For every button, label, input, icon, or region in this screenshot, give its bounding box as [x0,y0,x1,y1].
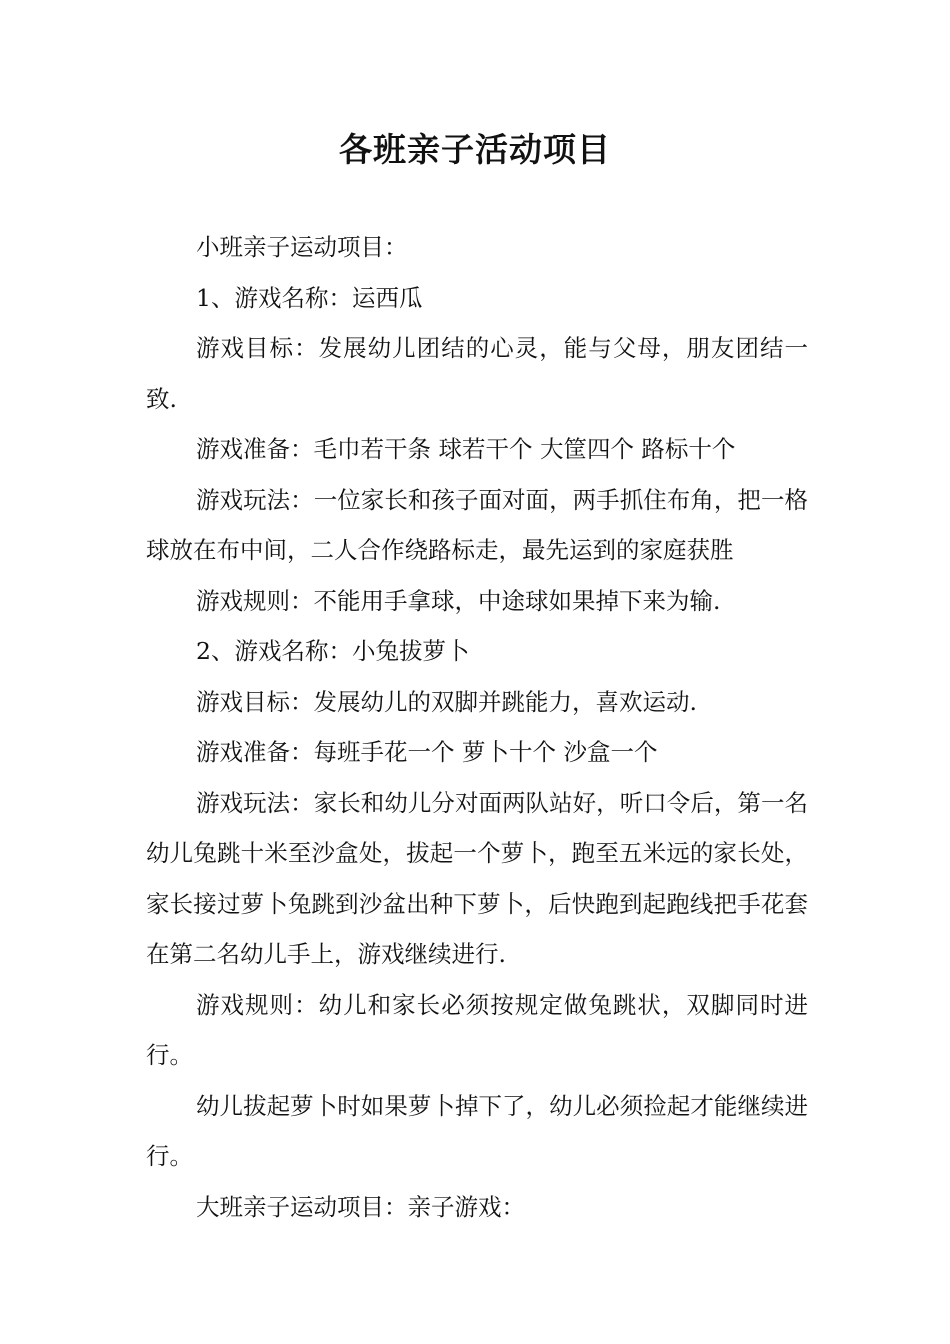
paragraph-game-name: 1、游戏名称：运西瓜 [196,283,423,312]
paragraph-section-heading: 大班亲子运动项目：亲子游戏： [196,1192,525,1221]
paragraph-section-heading: 小班亲子运动项目： [196,233,408,261]
paragraph-game-rules: 游戏规则：幼儿和家长必须按规定做兔跳状，双脚同时进行。 [146,990,808,1069]
paragraph-game-preparation: 游戏准备：每班手花一个 萝卜十个 沙盒一个 [196,738,658,766]
paragraph-game-preparation: 游戏准备：毛巾若干条 球若干个 大筐四个 路标十个 [196,435,736,463]
paragraph-game-name: 2、游戏名称：小兔拔萝卜 [196,637,470,665]
paragraph-game-goal: 游戏目标：发展幼儿的双脚并跳能力，喜欢运动. [196,687,697,716]
paragraph-game-rules: 游戏规则：不能用手拿球，中途球如果掉下来为输. [196,586,721,615]
document-title: 各班亲子活动项目 [339,130,611,169]
paragraph-game-play: 游戏玩法：家长和幼儿分对面两队站好，听口令后，第一名幼儿兔跳十米至沙盒处，拔起一个萝卜，跑至五米远的家长处，家长接过萝卜兔跳到沙盆出种下萝卜，后快跑到起跑线把手花套在第二名幼儿手上，游戏继续进行. [146,788,808,968]
paragraph-game-goal: 游戏目标：发展幼儿团结的心灵，能与父母，朋友团结一致. [146,334,808,413]
paragraph-game-play: 游戏玩法：一位家长和孩子面对面，两手抓住布角，把一格球放在布中间，二人合作绕路标走，最先运到的家庭获胜 [146,485,808,564]
paragraph-game-rules-note: 幼儿拔起萝卜时如果萝卜掉下了，幼儿必须捡起才能继续进行。 [146,1091,808,1170]
document-body [146,222,808,1232]
